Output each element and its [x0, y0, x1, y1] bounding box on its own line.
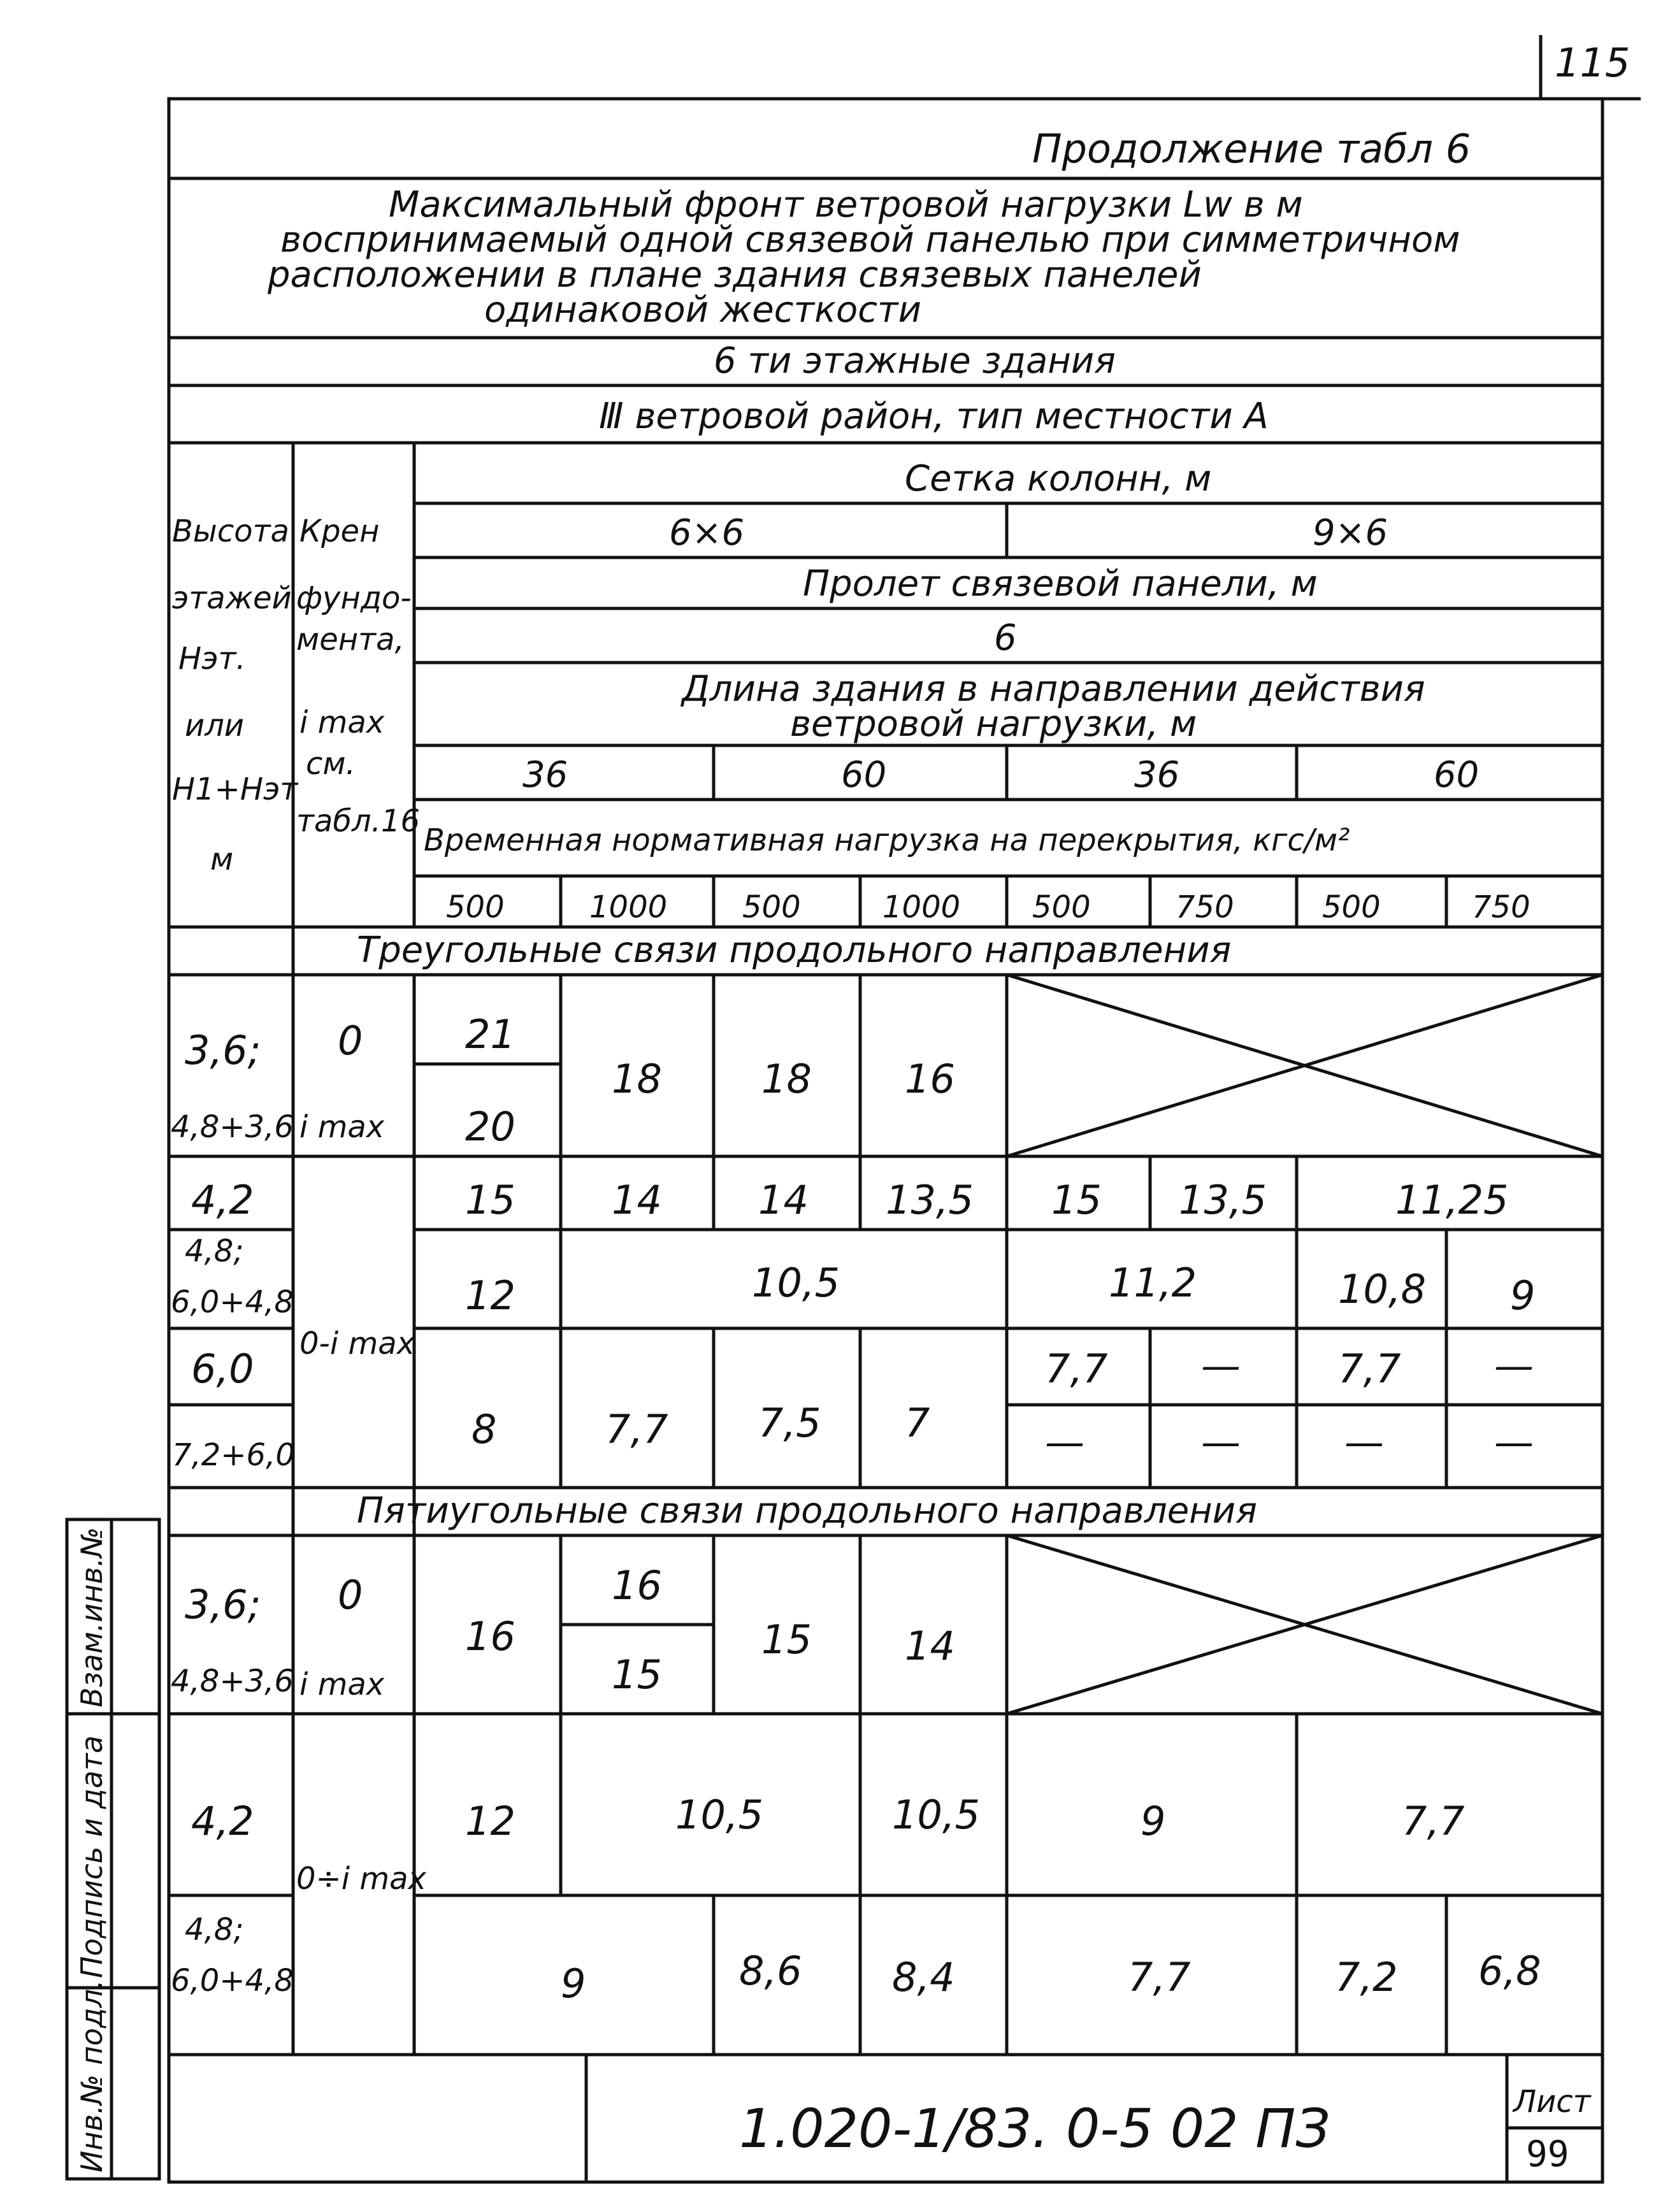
continuation-label: Продолжение табл 6: [1032, 126, 1471, 172]
sheet-label: Лист: [1513, 2084, 1591, 2120]
tri-r1-tilt-2: i max: [299, 1109, 385, 1145]
tri-r2-v7: 11,25: [1395, 1177, 1509, 1223]
tilt-label-3: мента,: [296, 622, 405, 657]
load-value-5: 500: [1032, 889, 1091, 925]
triangular-title: Треугольные связи продольного направления: [357, 930, 1232, 971]
tilt-label-5: см.: [306, 746, 356, 782]
building-type: 6 ти этажные здания: [714, 340, 1116, 382]
load-value-6: 750: [1176, 889, 1234, 925]
load-value-1: 500: [446, 889, 505, 925]
load-value-3: 500: [742, 889, 801, 925]
grid-value-6x6: 6×6: [669, 512, 745, 554]
load-title: Временная нормативная нагрузка на перекрытия, кгс/м²: [424, 822, 1350, 858]
pent-r3-v2: 8,6: [739, 1948, 802, 1994]
tri-r4-sub-bottom-1: —: [1045, 1419, 1084, 1465]
tri-r4-sub-bottom-3: —: [1344, 1419, 1384, 1465]
tilt-label-2: фундо-: [296, 580, 412, 616]
pent-r3-v6: 6,8: [1478, 1948, 1541, 1994]
length-title-2: ветровой нагрузки, м: [790, 703, 1197, 745]
sheet-number: 99: [1526, 2134, 1569, 2175]
wind-region: Ⅲ ветровой район, тип местности А: [599, 396, 1269, 437]
pent-r1-c2-top: 16: [612, 1562, 662, 1609]
pent-r1-tilt-1: 0: [338, 1572, 363, 1618]
tri-r4-sub-top-2: —: [1201, 1342, 1241, 1389]
tri-r3-v4: 10,8: [1338, 1266, 1427, 1312]
tri-r1-c1-top: 21: [465, 1011, 515, 1058]
tri-r2-v2: 14: [612, 1177, 662, 1223]
tri-r1-c3: 18: [761, 1056, 812, 1102]
length-title-1: Длина здания в направлении действия: [682, 668, 1425, 710]
tilt-label-4: i max: [299, 705, 385, 740]
tri-r1-c2: 18: [612, 1056, 662, 1102]
tilt-label-6: табл.16: [296, 803, 420, 839]
side-inv-label: Инв.№ подл.: [75, 1979, 109, 2172]
tri-r4-height-2: 7,2+6,0: [172, 1437, 295, 1473]
side-replace-label: Взам.инв.№: [75, 1526, 109, 1707]
tri-r2-v5: 15: [1051, 1177, 1102, 1223]
tri-r3-v3: 11,2: [1109, 1260, 1197, 1306]
height-label-4: или: [185, 708, 245, 743]
tri-r3-height-2: 6,0+4,8: [171, 1284, 294, 1320]
pent-r1-height-1: 3,6;: [185, 1581, 261, 1628]
grid-title: Сетка колонн, м: [905, 458, 1212, 499]
pent-r3-height-2: 6,0+4,8: [171, 1963, 294, 1999]
pent-r1-height-2: 4,8+3,6: [171, 1663, 294, 1699]
tilt-label-1: Крен: [299, 514, 380, 549]
tri-r3-height-1: 4,8;: [185, 1233, 244, 1269]
height-label-3: Нэт.: [178, 641, 246, 677]
pent-r2-v1: 12: [465, 1798, 515, 1844]
length-36-a: 36: [522, 754, 568, 796]
title-line-4: одинаковой жесткости: [484, 289, 922, 331]
length-60-b: 60: [1434, 754, 1480, 796]
pent-r1-tilt-2: i max: [299, 1667, 385, 1702]
tri-r3-v2: 10,5: [752, 1260, 840, 1306]
tri-r3-v1: 12: [465, 1272, 515, 1319]
pent-r3-v3: 8,4: [892, 1954, 955, 2000]
pentagonal-title: Пятиугольные связи продольного направления: [357, 1490, 1257, 1532]
tri-r4-v2: 7,7: [605, 1406, 668, 1453]
tri-r4-height-1: 6,0: [191, 1346, 254, 1392]
pent-r1-c1: 16: [465, 1613, 515, 1660]
pent-r3-height-1: 4,8;: [185, 1912, 244, 1948]
length-36-b: 36: [1134, 754, 1180, 796]
document-code: 1.020-1/83. 0-5 02 ПЗ: [739, 2097, 1330, 2160]
tri-r1-height-1: 3,6;: [185, 1027, 261, 1074]
pent-r2-v3: 10,5: [892, 1792, 981, 1838]
pent-r2-v4: 9: [1141, 1798, 1166, 1844]
tri-r1-c1-bottom: 20: [465, 1103, 515, 1150]
tri-r2-v1: 15: [465, 1177, 515, 1223]
height-label-1: Высота: [172, 514, 289, 549]
load-value-2: 1000: [589, 889, 668, 925]
pent-r3-v1: 9: [561, 1960, 586, 2007]
title-line-3: расположении в плане здания связевых панелей: [268, 254, 1202, 296]
span-title: Пролет связевой панели, м: [803, 563, 1318, 605]
load-value-4: 1000: [882, 889, 961, 925]
pent-r1-c3: 15: [761, 1616, 812, 1663]
height-label-5: Н1+Нэт: [172, 772, 298, 807]
page-number: 115: [1555, 40, 1631, 86]
tri-r4-sub-bottom-4: —: [1494, 1419, 1534, 1465]
tri-r2-v4: 13,5: [886, 1177, 974, 1223]
pent-r3-v4: 7,7: [1128, 1954, 1191, 2000]
load-value-8: 750: [1472, 889, 1530, 925]
tri-r1-tilt-1: 0: [338, 1017, 363, 1064]
tri-r4-v3: 7,5: [758, 1400, 821, 1446]
side-signature-label: Подпись и дата: [75, 1735, 109, 1978]
pent-r3-v5: 7,2: [1335, 1954, 1398, 2000]
tri-r4-sub-bottom-2: —: [1201, 1419, 1241, 1465]
pent-r2-v5: 7,7: [1402, 1798, 1465, 1844]
tri-r4-v4: 7: [905, 1400, 930, 1446]
pent-r2-v2: 10,5: [675, 1792, 764, 1838]
height-label-2: этажей: [172, 580, 292, 616]
title-line-2: воспринимаемый одной связевой панелью при симметричном: [280, 219, 1460, 261]
grid-value-9x6: 9×6: [1313, 512, 1388, 554]
span-value: 6: [994, 617, 1017, 659]
tri-r2-height: 4,2: [191, 1177, 254, 1223]
tri-r4-sub-top-4: —: [1494, 1342, 1534, 1389]
height-label-6: м: [210, 842, 234, 877]
pent-r1-c2-bottom: 15: [612, 1651, 662, 1698]
tri-tilt-merged: 0-i max: [299, 1326, 415, 1361]
length-60-a: 60: [841, 754, 887, 796]
pent-tilt-merged: 0÷i max: [296, 1861, 426, 1897]
tri-r2-v3: 14: [758, 1177, 809, 1223]
pent-r1-c4: 14: [905, 1623, 955, 1669]
tri-r3-v5: 9: [1510, 1272, 1536, 1319]
tri-r4-v1: 8: [472, 1406, 497, 1453]
tri-r2-v6: 13,5: [1179, 1177, 1267, 1223]
tri-r4-sub-top-1: 7,7: [1045, 1346, 1108, 1392]
pent-r2-height: 4,2: [191, 1798, 254, 1844]
tri-r1-c4: 16: [905, 1056, 955, 1102]
title-line-1: Максимальный фронт ветровой нагрузки Lw в м: [389, 184, 1303, 226]
tri-r4-sub-top-3: 7,7: [1338, 1346, 1401, 1392]
tri-r1-height-2: 4,8+3,6: [171, 1109, 294, 1145]
load-value-7: 500: [1322, 889, 1381, 925]
